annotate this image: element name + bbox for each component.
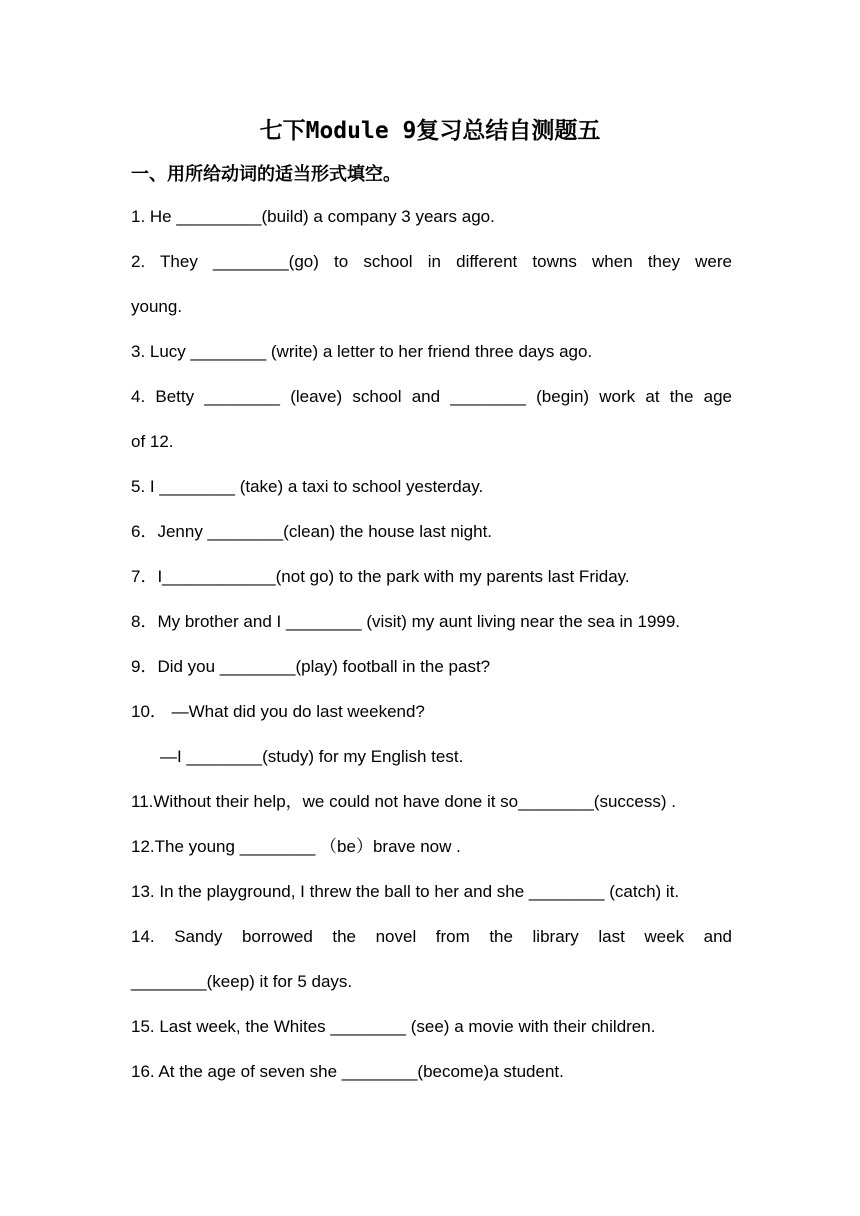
question-15: 15. Last week, the Whites ________ (see) a movie with their children. — [131, 1017, 656, 1036]
question-14-line-2: ________(keep) it for 5 days. — [131, 972, 353, 991]
question-2-line-1: 2. They ________(go) to school in different towns when they were — [131, 252, 732, 271]
page-title: 七下Module 9复习总结自测题五 — [259, 118, 601, 144]
question-5: 5. I ________ (take) a taxi to school yesterday. — [131, 477, 484, 496]
question-12: 12.The young ________ （be）brave now . — [131, 837, 461, 856]
question-10-line-1: 10． —What did you do last weekend? — [131, 702, 425, 721]
question-6: 6．Jenny ________(clean) the house last night. — [131, 522, 493, 541]
question-8: 8．My brother and I ________ (visit) my aunt living near the sea in 1999. — [131, 612, 681, 631]
question-3: 3. Lucy ________ (write) a letter to her friend three days ago. — [131, 342, 593, 361]
question-2-line-2: young. — [131, 297, 183, 316]
question-10-line-2: —I ________(study) for my English test. — [160, 747, 464, 766]
question-9: 9．Did you ________(play) football in the past? — [131, 657, 491, 676]
question-13: 13. In the playground, I threw the ball to her and she ________ (catch) it. — [131, 882, 680, 901]
question-4-line-1: 4. Betty ________ (leave) school and ________ (begin) work at the age — [131, 387, 732, 406]
question-1: 1. He _________(build) a company 3 years ago. — [131, 207, 495, 226]
question-7: 7．I____________(not go) to the park with my parents last Friday. — [131, 567, 630, 586]
question-16: 16. At the age of seven she ________(become)a student. — [131, 1062, 564, 1081]
question-11: 11.Without their help，we could not have done it so________(success) . — [131, 792, 676, 811]
question-14-line-1: 14. Sandy borrowed the novel from the library last week and — [131, 927, 732, 946]
section-heading: 一、用所给动词的适当形式填空。 — [131, 164, 401, 184]
question-4-line-2: of 12. — [131, 432, 174, 451]
